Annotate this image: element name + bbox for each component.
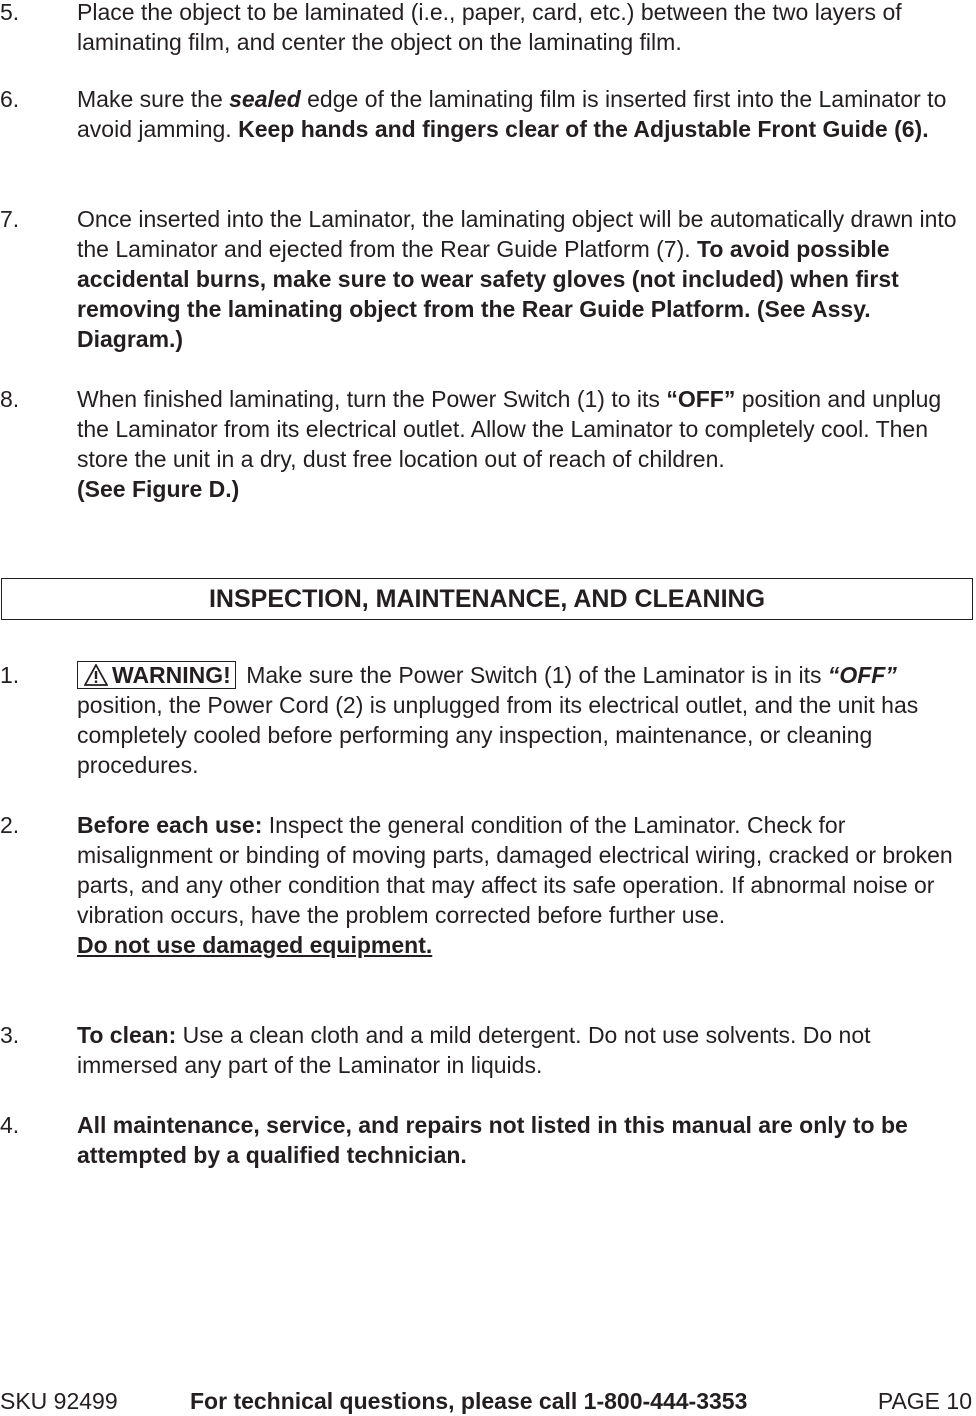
- step-number: 7.: [0, 206, 20, 232]
- step-lead: Before each use:: [77, 812, 263, 838]
- step-text: WARNING! Make sure the Power Switch (1) of the Laminator is in its “OFF” position, the Power Cord (2) is unplugged from its electrical outlet, and the unit has completely cooled before performing any inspection, maintenance, or cleaning procedures.: [77, 662, 919, 778]
- step-5: [0, 0, 976, 57]
- warning-label: WARNING!: [77, 661, 236, 689]
- step-number: 8.: [0, 386, 20, 412]
- warning-triangle-icon: [84, 664, 108, 686]
- step-number: 1.: [0, 662, 20, 688]
- step-text: Once inserted into the Laminator, the laminating object will be automatically drawn into the Laminator and ejected from the Rear Guide Platform (7). To avoid possible accidental burns, make sure to wear safety gloves (not included) when first removing the laminating object from the Rear Guide Platform. (See Assy. Diagram.): [77, 206, 957, 352]
- step-6: [0, 84, 976, 144]
- support-phone-text: For technical questions, please call 1-800-444-3353: [190, 1388, 748, 1414]
- maintenance-step-2: [0, 810, 976, 960]
- step-text: Make sure the sealed edge of the laminating film is inserted first into the Laminator to avoid jamming. Keep hands and fingers clear of the Adjustable Front Guide (6).: [77, 86, 947, 142]
- section-title: INSPECTION, MAINTENANCE, AND CLEANING: [208, 585, 766, 613]
- step-8: [0, 384, 976, 504]
- sku-label: SKU 92499: [0, 1388, 118, 1414]
- maintenance-step-1: [0, 660, 976, 780]
- caution-text: To avoid possible accidental burns, make sure to wear safety gloves (not included) when first removing the laminating object from the Rear Guide Platform. (See Assy. Diagram.): [77, 236, 899, 352]
- off-label: “OFF”: [666, 386, 736, 412]
- maintenance-step-4: [0, 1110, 976, 1170]
- section-header: [1, 578, 973, 620]
- step-number: 5.: [0, 0, 20, 25]
- step-text: Before each use: Inspect the general condition of the Laminator. Check for misalignment or binding of moving parts, damaged electrical wiring, cracked or broken parts, and any other condition that may affect its safe operation. If abnormal noise or vibration occurs, have the problem corrected before further use. Do not use damaged equipment.: [77, 812, 953, 958]
- step-number: 3.: [0, 1022, 20, 1048]
- step-text: To clean: Use a clean cloth and a mild detergent. Do not use solvents. Do not immersed any part of the Laminator in liquids.: [77, 1022, 871, 1078]
- off-label: “OFF”: [827, 662, 897, 688]
- page-number: PAGE 10: [877, 1388, 972, 1414]
- step-number: 4.: [0, 1112, 20, 1138]
- page-footer: [0, 1386, 976, 1416]
- damaged-equipment-warning: Do not use damaged equipment.: [77, 932, 433, 958]
- step-text: All maintenance, service, and repairs not listed in this manual are only to be attempted by a qualified technician.: [77, 1112, 908, 1168]
- step-text: Place the object to be laminated (i.e., paper, card, etc.) between the two layers of laminating film, and center the object on the laminating film.: [77, 0, 902, 55]
- emphasis-sealed: sealed: [229, 86, 301, 112]
- figure-reference: (See Figure D.): [77, 476, 240, 502]
- step-number: 6.: [0, 86, 20, 112]
- maintenance-step-3: [0, 1020, 976, 1080]
- step-7: [0, 204, 976, 354]
- caution-text: Keep hands and fingers clear of the Adjustable Front Guide (6).: [238, 116, 929, 142]
- step-number: 2.: [0, 812, 20, 838]
- step-text: When finished laminating, turn the Power Switch (1) to its “OFF” position and unplug the Laminator from its electrical outlet. Allow the Laminator to completely cool. Then store the unit in a dry, dust free location out of reach of children. (See Figure D.): [77, 386, 942, 502]
- step-lead: To clean:: [77, 1022, 177, 1048]
